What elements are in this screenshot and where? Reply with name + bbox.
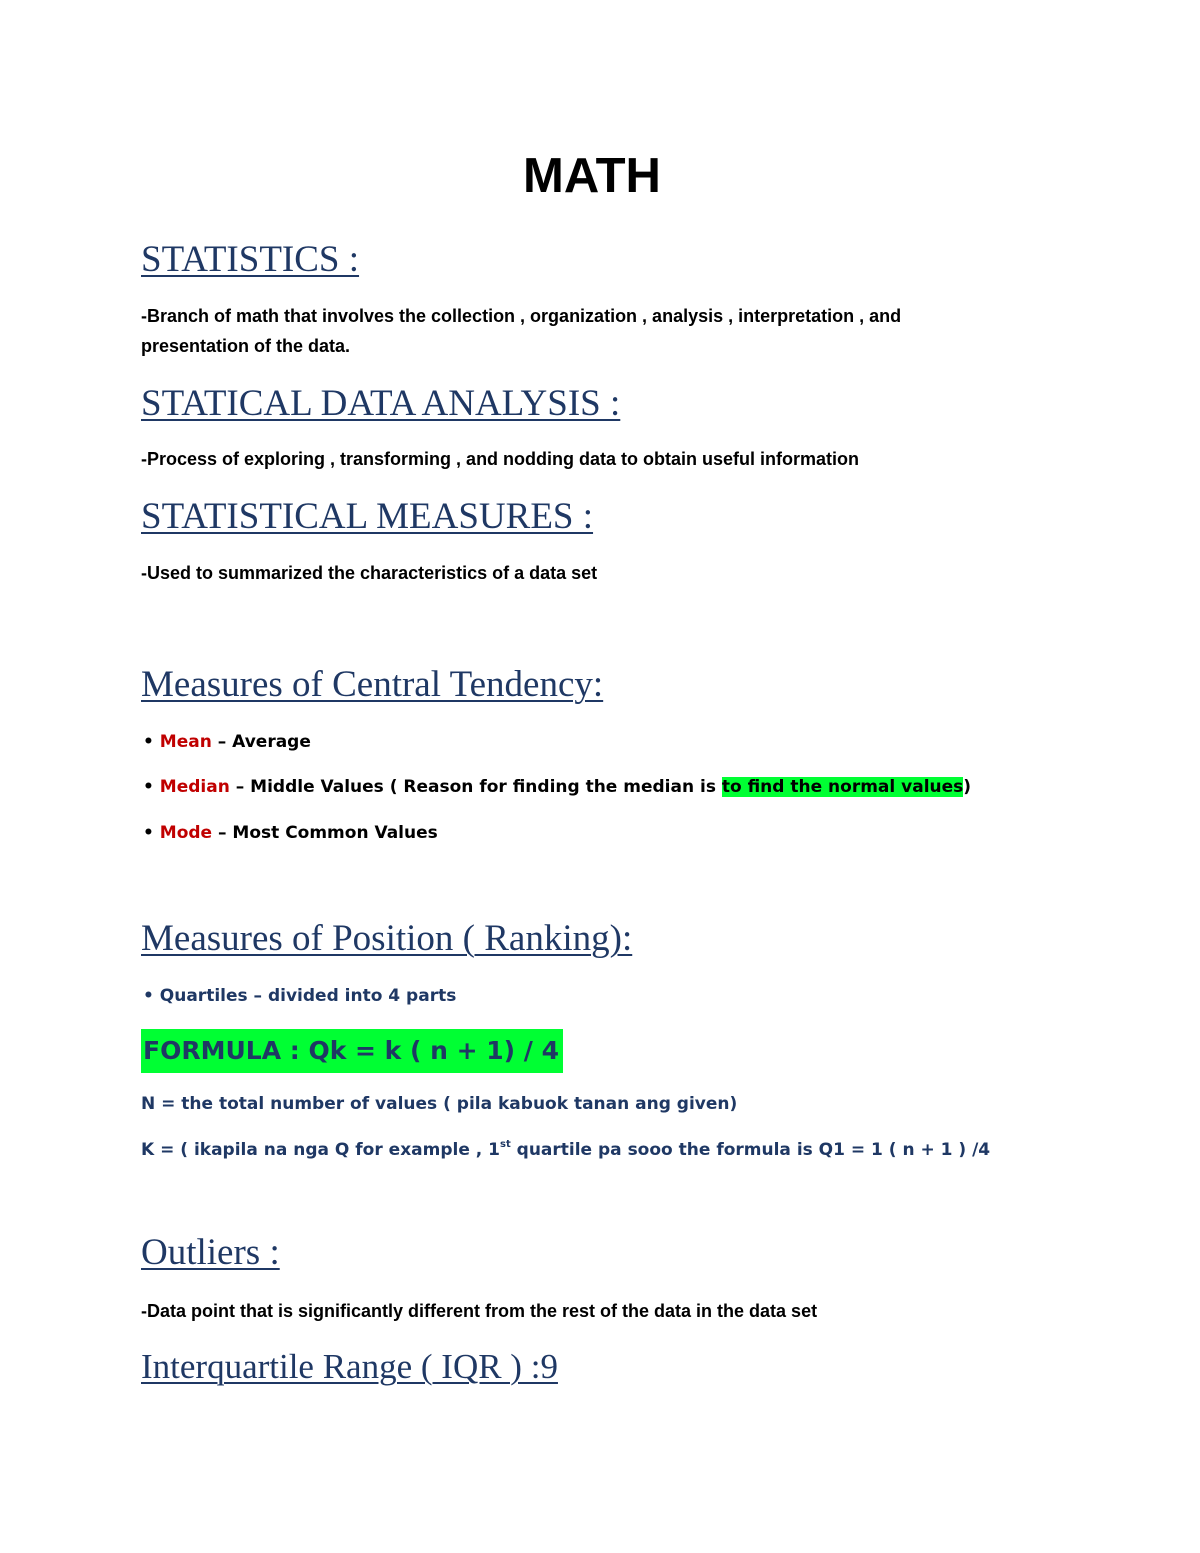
bullet-dot: • [143,732,154,752]
outliers-heading: Outliers : [141,1232,280,1273]
median-item [143,777,971,797]
median-description: – Middle Values ( Reason for finding the median is [229,777,722,797]
statistical-measures-definition: -Used to summarized the characteristics of a data set [141,563,598,583]
formula-box: FORMULA : Qk = k ( n + 1) / 4 [141,1029,563,1073]
statistics-heading: STATISTICS : [141,239,360,280]
mode-item [143,823,438,843]
mode-term: Mode [159,823,213,843]
mean-term: Mean [159,732,212,752]
median-term: Median [159,777,230,797]
mean-description: – Average [211,732,311,752]
statistics-definition-line2: presentation of the data. [141,336,351,356]
statistics-definition-line1: -Branch of math that involves the collection , organization , analysis , interpretation , and [141,306,902,326]
statical-data-analysis-definition: -Process of exploring , transforming , and nodding data to obtain useful information [141,449,860,469]
n-definition: N = the total number of values ( pila kabuok tanan ang given) [141,1094,738,1114]
k-definition [141,1139,990,1160]
statical-data-analysis-heading: STATICAL DATA ANALYSIS : [141,383,621,424]
k-definition-part1: K = ( ikapila na nga Q for example , 1 [141,1140,500,1160]
bullet-dot: • [143,823,154,843]
iqr-heading: Interquartile Range ( IQR ) :9 [141,1347,558,1386]
mean-item [143,732,311,752]
mode-description: – Most Common Values [212,823,438,843]
median-close-paren: ) [963,777,972,797]
bullet-dot: • [143,777,154,797]
ordinal-superscript: st [500,1139,511,1150]
page-title: MATH [523,149,661,203]
k-definition-part2: quartile pa sooo the formula is Q1 = 1 ( n + 1 ) /4 [510,1140,991,1160]
position-heading: Measures of Position ( Ranking): [141,918,633,959]
median-highlight: to find the normal values [721,777,964,797]
outliers-definition: -Data point that is significantly different from the rest of the data in the data set [141,1301,818,1321]
quartiles-item: • Quartiles – divided into 4 parts [143,986,457,1006]
statistical-measures-heading: STATISTICAL MEASURES : [141,496,594,537]
central-tendency-heading: Measures of Central Tendency: [141,664,604,705]
